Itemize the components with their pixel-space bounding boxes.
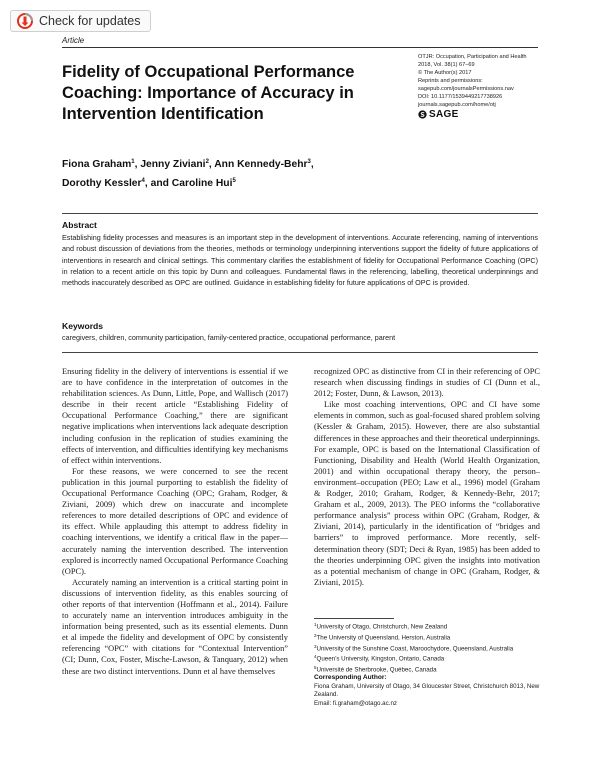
- affiliation-text: University of the Sunshine Coast, Maroochydore, Queensland, Australia: [316, 645, 514, 653]
- keywords-rule: [62, 352, 538, 353]
- affiliation-text: University of Otago, Christchurch, New Zealand: [316, 623, 448, 631]
- corresponding-author-heading: Corresponding Author:: [314, 674, 387, 681]
- affiliation-number: 3: [314, 643, 317, 649]
- sage-logo-text: SAGE: [429, 108, 459, 120]
- author-separator: ,: [134, 159, 141, 170]
- doi-line[interactable]: DOI: 10.1177/1539449217738926: [418, 94, 503, 100]
- author-separator: ,: [310, 159, 314, 170]
- check-for-updates-icon: [17, 13, 33, 29]
- footnote-rule: [314, 618, 394, 619]
- keywords-heading: Keywords: [62, 321, 104, 331]
- body-column-right: [314, 366, 540, 588]
- author-name: Dorothy Kessler: [62, 178, 142, 189]
- affiliation-number: 1: [314, 622, 317, 627]
- author-affiliation-number: 3: [307, 159, 311, 165]
- article-title: Fidelity of Occupational Performance Coaching: Importance of Accuracy in Intervention Identification: [62, 63, 355, 123]
- body-paragraph: recognized OPC as distinctive from CI in their referencing of OPC research when discussing findings in studies of CI (Dunn et al., 2012; Foster, Dunn, & Lawson, 2013).: [314, 367, 540, 399]
- journal-url[interactable]: journals.sagepub.com/home/otj: [418, 102, 496, 108]
- corresponding-email[interactable]: Email: fi.graham@otago.ac.nz: [314, 699, 397, 707]
- author-separator: ,: [208, 159, 215, 170]
- body-paragraph: Accurately naming an intervention is a critical starting point in discussions of intervention fidelity, as this enables sourcing of other reports of that intervention (Hoffmann et al., 2014). Failure to accurately name an intervention introduces ambiguity in the information being presented, such as its essential elements. Dunn et al impede the fidelity and development of OPC by consistently referencing “OPC” with citations for “Contextual Intervention” (CI; Dunn, Cox, Foster, Mische-Lawson, & Tanquary, 2012) when these are two distinct interventions. Dunn et al have themselves: [62, 577, 288, 676]
- affiliation-number: 2: [314, 632, 317, 638]
- affiliation-text: Université de Sherbrooke, Québec, Canada: [316, 666, 437, 674]
- check-for-updates-button[interactable]: [10, 10, 151, 32]
- corresponding-author: [314, 683, 540, 708]
- body-paragraph: Like most coaching interventions, OPC and CI have some elements in common, such as goal-focused shared problem solving (Kessler & Graham, 2015). However, there are also substantial differences in these approaches and their theoretical underpinnings. For example, OPC is based on the International Classification of Functioning, Disability and Health (World Health Organization, 2001) and within occupational therapy theory, the person–environment–occupation (PEO; Law et al., 1996) model (Graham & Rodger, 2010; Graham, Rodger, & Kennedy-Behr, 2017; Graham et al., 2009, 2013). The PEO informs the “collaborative performance analysis” process within OPC (Graham, Rodger, & Ziviani, 2014), particularly in the identification of “bridges and barriers” to improved performance. More recently, self-determination theory (SDT; Deci & Ryan, 1985) has been added to the theories underpinning OPC given the insights into motivation as a potential mechanism of change in OPC (Graham, Rodger, & Ziviani, 2015).: [314, 400, 540, 587]
- affiliation-text: Queen’s University, Kingston, Ontario, Canada: [316, 655, 445, 663]
- affiliation-number: 4: [314, 654, 317, 660]
- header-rule: [62, 47, 538, 48]
- copyright-line: © The Author(s) 2017: [418, 70, 472, 76]
- keywords-text: caregivers, children, community participation, family-centered practice, occupational performance, parent: [62, 333, 396, 342]
- article-type-label: Article: [62, 36, 85, 45]
- affiliation-number: 5: [314, 665, 317, 671]
- author-affiliation-number: 5: [232, 178, 236, 184]
- abstract-heading: Abstract: [62, 220, 97, 230]
- affiliation-item: [314, 643, 540, 654]
- author-name: Ann Kennedy-Behr: [214, 159, 308, 170]
- body-paragraph: Ensuring fidelity in the delivery of interventions is essential if we are to have confidence in the interpretation of outcomes in the rehabilitation sciences. As Dunn, Little, Pope, and Wallisch (2017) describe in their recent article “Establishing Fidelity of Occupational Performance Coaching,” there are significant negative implications when interventions lack adequate description including confusion in the replication of studies examining the effects of intervention, and difficulties identifying key mechanisms of effect within interventions.: [62, 367, 288, 465]
- reprints-line: Reprints and permissions:: [418, 78, 483, 84]
- author-separator: , and: [144, 178, 172, 189]
- affiliations-list: [314, 621, 540, 675]
- author-name: Jenny Ziviani: [140, 159, 206, 170]
- corresponding-address: Fiona Graham, University of Otago, 34 Gloucester Street, Christchurch 8013, New Zealand.: [314, 683, 540, 699]
- author-affiliation-number: 2: [205, 159, 209, 165]
- body-paragraph: For these reasons, we were concerned to see the recent publication in this journal purporting to establish the fidelity of Occupational Performance Coaching (OPC; Graham, Rodger, & Ziviani, 2009) which drew on inaccurate and incomplete references to more detailed descriptions of OPC and evidence of its effect. While applauding this attempt to address fidelity in coaching interventions, we identify a critical flaw in the paper—accurately naming the intervention described. The intervention explored is incorrectly named Occupational Performance Coaching (OPC).: [62, 466, 288, 576]
- author-name: Fiona Graham: [62, 159, 132, 170]
- affiliation-text: The University of Queensland, Herston, Australia: [316, 634, 451, 642]
- author-affiliation-number: 4: [141, 178, 145, 184]
- author-name: Caroline Hui: [171, 178, 233, 189]
- affiliation-item: [314, 621, 540, 632]
- author-list: [62, 154, 392, 192]
- journal-volume: 2018, Vol. 38(1) 67–69: [418, 62, 475, 68]
- journal-meta: [418, 53, 548, 119]
- affiliation-item: [314, 653, 540, 664]
- sage-logo: [418, 110, 548, 119]
- abstract-text: Establishing fidelity processes and measures is an important step in the development of interventions. Accurate referencing, naming of interventions and robust discussion of deviations from the theories, methods or terminology underpinning interventions support the fidelity of future applications of interventions in research and clinical settings. This commentary clarifies the establishment of fidelity for Occupational Performance Coaching (OPC) in relation to a recent article on this topic by Dunn and colleagues. Fundamental flaws in the referencing, labelling, theoretical underpinnings and methods inaccurately described as OPC are outlined. Guidance in establishing fidelity for future applications of OPC is provided.: [62, 233, 538, 288]
- abstract-rule: [62, 213, 538, 214]
- author-affiliation-number: 1: [131, 159, 135, 165]
- check-for-updates-label: Check for updates: [39, 14, 141, 28]
- reprints-url[interactable]: sagepub.com/journalsPermissions.nav: [418, 86, 514, 92]
- affiliation-item: [314, 632, 540, 643]
- journal-name: OTJR: Occupation, Participation and Health: [418, 54, 527, 60]
- sage-logo-icon: [418, 110, 427, 119]
- body-column-left: [62, 366, 288, 677]
